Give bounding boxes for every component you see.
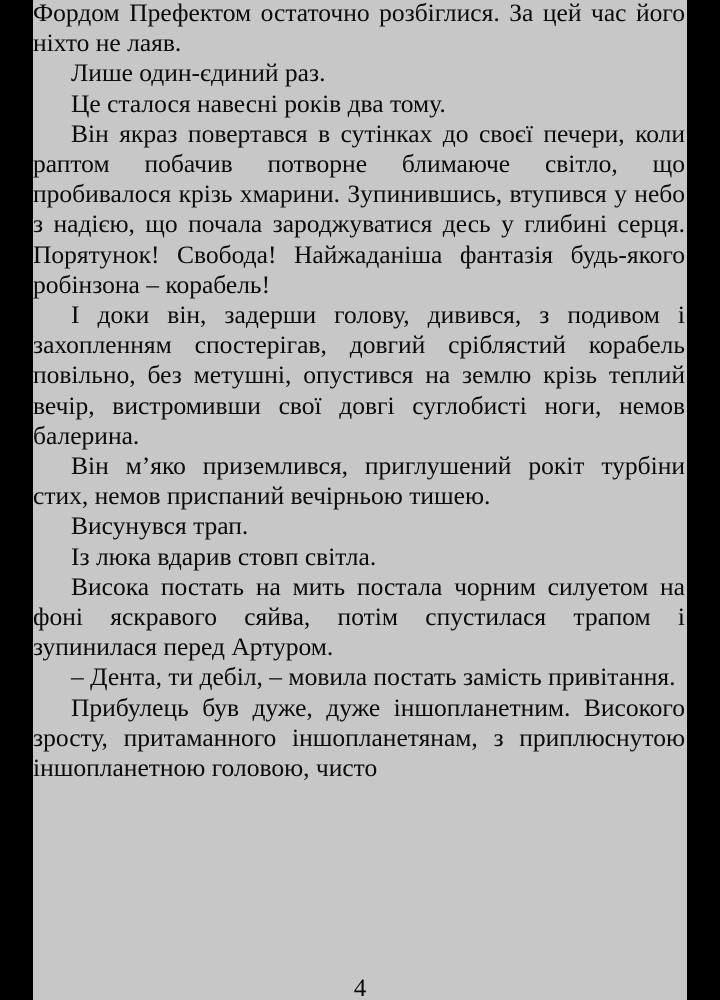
paragraph: Фордом Префектом остаточно розбіглися. За цей час його ніхто не лаяв. [33,0,685,58]
paragraph: – Дента, ти дебіл, – мовила постать замість привітання. [71,662,676,692]
paragraph: Із люка вдарив стовп світла. [71,541,377,571]
paragraph: Це сталося навесні років два тому. [71,88,446,118]
paragraph: Він м’яко приземлився, приглушений рокіт турбіни стих, немов приспаний вечірньою тишею. [33,451,685,511]
paragraph: І доки він, задерши голову, дивився, з подивом і захопленням спостерігав, довгий сріблястий корабель повільно, без метушні, опустився на землю крізь теплий вечір, вистромивши свої довгі суглобисті ноги, немов балерина. [33,300,685,450]
body-text [33,0,685,783]
paragraph: Лише один-єдиний раз. [71,58,326,88]
page-number: 4 [353,975,367,1000]
paragraph: Він якраз повертався в сутінках до своєї печери, коли раптом побачив потворне блимаюче світло, що пробивалося крізь хмарини. Зупинившись, втупився у небо з надією, що почала зароджуватися десь у глибині серця. Порятунок! Свобода! Найжаданіша фантазія будь-якого робінзона – корабель! [33,118,685,299]
paragraph: Прибулець був дуже, дуже іншопланетним. Високого зросту, притаманного іншопланетянам, з приплюснутою іншопланетною головою, чисто [33,692,685,783]
paragraph: Висунувся трап. [71,511,249,541]
book-page [33,0,687,1000]
paragraph: Висока постать на мить постала чорним силуетом на фоні яскравого сяйва, потім спустилася трапом і зупинилася перед Артуром. [33,571,685,662]
